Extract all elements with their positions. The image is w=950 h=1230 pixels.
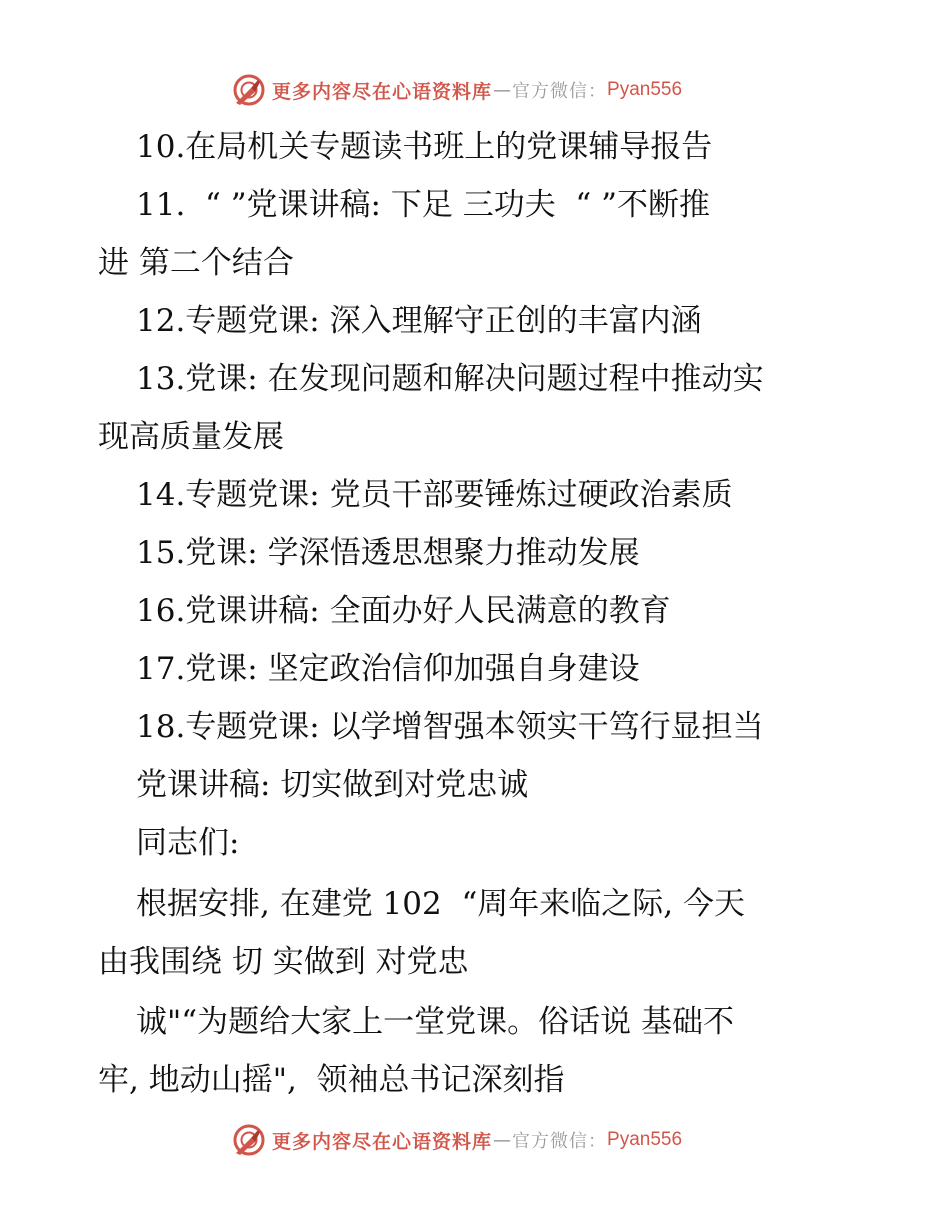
watermark-brand: 更多内容尽在心语资料库	[272, 1130, 493, 1153]
text-line: 16.党课讲稿: 全面办好人民满意的教育	[136, 593, 671, 629]
watermark-official-label: 官方微信：	[512, 1131, 608, 1152]
pen-logo-icon	[232, 1123, 266, 1157]
text-line: 12.专题党课: 深入理解守正创的丰富内涵	[136, 303, 702, 339]
watermark-wechat-handle: Pyan556	[607, 1129, 683, 1150]
text-line: 15.党课: 学深悟透思想聚力推动发展	[136, 535, 640, 571]
pen-logo-icon	[232, 73, 266, 107]
text-line: 17.党课: 坚定政治信仰加强自身建设	[136, 651, 640, 687]
text-line: 党课讲稿: 切实做到对党忠诚	[136, 767, 529, 803]
text-line: 牢, 地动山摇", 领袖总书记深刻指	[98, 1062, 565, 1098]
watermark-wechat-handle: Pyan556	[607, 79, 683, 100]
watermark-header	[232, 72, 682, 108]
watermark-official-label: 官方微信：	[512, 81, 608, 102]
text-line: 14.专题党课: 党员干部要锤炼过硬政治素质	[136, 477, 733, 513]
watermark-footer	[232, 1122, 682, 1158]
text-line: 由我围绕 切 实做到 对党忠	[98, 944, 469, 980]
text-line: 根据安排, 在建党 102 “周年来临之际, 今天	[136, 886, 745, 922]
watermark-dash: —	[493, 1129, 512, 1151]
text-line: 18.专题党课: 以学增智强本领实干笃行显担当	[136, 709, 764, 745]
text-line: 13.党课: 在发现问题和解决问题过程中推动实	[136, 361, 764, 397]
text-line: 进 第二个结合	[98, 245, 294, 281]
watermark-dash: —	[493, 79, 512, 101]
text-line: 同志们:	[136, 825, 240, 861]
watermark-brand: 更多内容尽在心语资料库	[272, 80, 493, 103]
text-line: 现高质量发展	[98, 419, 284, 455]
text-line: 诚"“为题给大家上一堂党课。俗话说 基础不	[136, 1004, 734, 1040]
text-line: 11. “ ”党课讲稿: 下足 三功夫 “ ”不断推	[136, 187, 710, 223]
text-line: 10.在局机关专题读书班上的党课辅导报告	[136, 129, 713, 165]
